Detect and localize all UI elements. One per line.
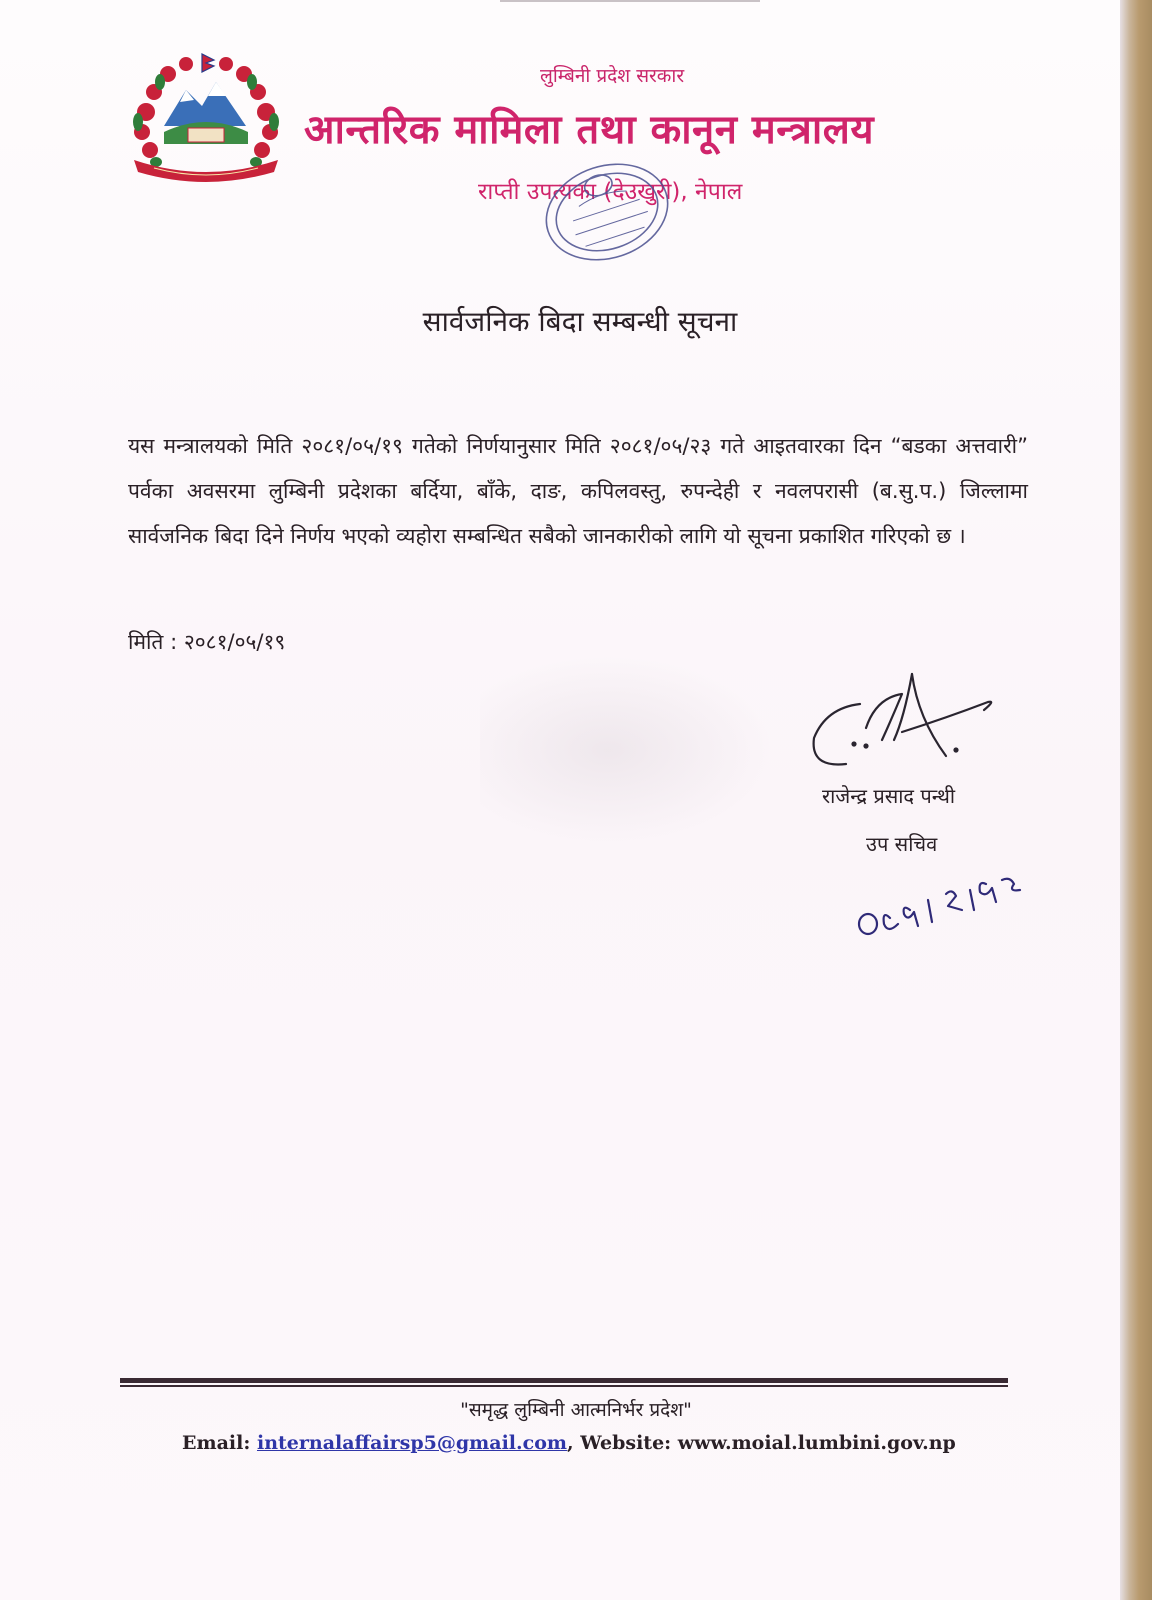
signatory-name: राजेन्द्र प्रसाद पन्थी xyxy=(822,784,956,808)
website-link[interactable]: www.moial.lumbini.gov.np xyxy=(677,1432,956,1454)
email-link[interactable]: internalaffairsp5@gmail.com xyxy=(256,1432,567,1454)
footer-divider xyxy=(120,1378,1008,1388)
nepal-coat-of-arms-icon xyxy=(124,52,288,184)
top-edge-mark xyxy=(500,0,760,2)
email-label: Email: xyxy=(182,1432,251,1454)
paper-fold-shadow xyxy=(480,640,800,860)
handwritten-date xyxy=(852,866,1032,946)
notice-title: सार्वजनिक बिदा सम्बन्धी सूचना xyxy=(422,305,738,338)
footer-slogan: "समृद्ध लुम्बिनी आत्मनिर्भर प्रदेश" xyxy=(460,1399,692,1421)
ministry-name: आन्तरिक मामिला तथा कानून मन्त्रालय xyxy=(304,107,875,153)
footer-contact xyxy=(182,1432,962,1454)
handwritten-signature xyxy=(806,668,1006,784)
government-name: लुम्बिनी प्रदेश सरकार xyxy=(540,65,685,87)
notice-date: मिति : २०८१/०५/१९ xyxy=(128,630,286,654)
ministry-address: राप्ती उपत्यका (देउखुरी), नेपाल xyxy=(478,179,743,205)
ministry-seal-stamp xyxy=(512,150,702,274)
signatory-title: उप सचिव xyxy=(866,832,938,856)
table-edge-background xyxy=(1120,0,1152,1600)
notice-body: यस मन्त्रालयको मिति २०८१/०५/१९ गतेको निर्णयानुसार मिति २०८१/०५/२३ गते आइतवारका दिन “बडका अत्तवारी” पर्वका अवसरमा लुम्बिनी प्रदेशका बर्दिया, बाँके, दाङ, कपिलवस्तु, रुपन्देही र नवलपरासी (ब.सु.प.) जिल्लामा सार्वजनिक बिदा दिने निर्णय भएको व्यहोरा सम्बन्धित सबैको जानकारीको लागि यो सूचना प्रकाशित गरिएको छ । xyxy=(128,434,1028,548)
website-label: , Website: xyxy=(566,1432,672,1454)
